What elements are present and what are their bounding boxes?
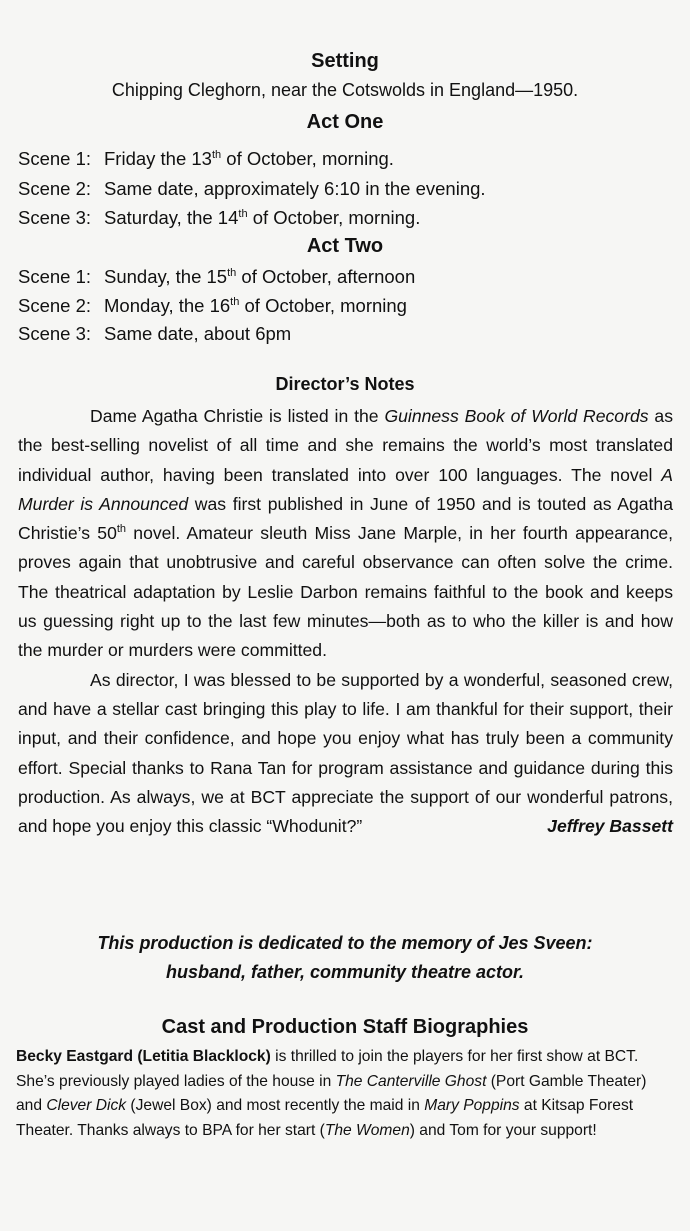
act-two-heading: Act Two: [306, 235, 384, 257]
scene-text-rest: of October, afternoon: [236, 266, 416, 287]
scene-text: Same date, approximately 6:10 in the evening.: [104, 178, 486, 199]
scene-label: Scene 1:: [18, 266, 92, 287]
notes-title-novel: A Murder is Announced: [18, 464, 673, 514]
setting-text: Chipping Cleghorn, near the Cotswolds in England—1950.: [111, 80, 579, 100]
bio-text: (Jewel Box) and most recently the maid in: [126, 1097, 425, 1115]
scene-label: Scene 3:: [18, 323, 92, 344]
scene-text-rest: of October, morning.: [221, 148, 394, 169]
scene-label: Scene 2:: [18, 178, 92, 199]
bio-text: ) and Tom for your support!: [409, 1121, 597, 1139]
scene-text-rest: of October, morning.: [247, 207, 421, 228]
scene-label: Scene 3:: [18, 207, 92, 228]
dedication: [0, 929, 690, 987]
act-two-scene-1: [18, 266, 415, 288]
cast-bio: [16, 1045, 676, 1143]
scene-ordinal: th: [211, 149, 222, 161]
scene-text: Monday, the 16: [104, 295, 231, 316]
scene-ordinal: th: [227, 267, 237, 279]
dedication-line-1: This production is dedicated to the memory of Jes Sveen:: [97, 933, 593, 953]
notes-text: was first published in June of 1950 and is touted as Agatha Christie’s 50: [18, 493, 673, 544]
scene-label: Scene 2:: [18, 295, 92, 316]
setting-heading: Setting: [311, 50, 379, 72]
director-signature: Jeffrey Bassett: [547, 816, 673, 837]
act-one-heading: Act One: [306, 111, 384, 133]
dedication-line-2: husband, father, community theatre actor.: [165, 962, 525, 982]
bio-name: Becky Eastgard (Letitia Blacklock): [16, 1048, 271, 1065]
notes-paragraph-2: [18, 666, 673, 842]
bio-text: (Port Gamble Theater) and: [16, 1072, 647, 1115]
scene-ordinal: th: [230, 296, 240, 308]
scene-label: Scene 1:: [18, 148, 92, 169]
directors-notes-heading: Director’s Notes: [275, 374, 415, 394]
directors-notes-body: [18, 402, 673, 841]
bio-text: is thrilled to join the players for her first show at BCT. She’s previously played ladies of the house in: [16, 1048, 639, 1090]
scene-text: Saturday, the 14: [104, 207, 239, 228]
notes-text: novel. Amateur sleuth Miss Jane Marple, in her fourth appearance, proves again that unobtrusive and careful observance can often solve the crime. The theatrical adaptation by Leslie Darbon remains faithful to the book and keeps us guessing right up to the last few minutes—both as to who the killer is and how the murder or murders were committed.: [18, 523, 673, 661]
scene-ordinal: th: [238, 208, 248, 220]
act-one-scene-3: [18, 207, 420, 229]
bio-show-title: Mary Poppins: [424, 1097, 520, 1115]
notes-text: Dame Agatha Christie is listed in the: [90, 406, 385, 426]
notes-ordinal: th: [116, 523, 127, 536]
scene-text: Friday the 13: [104, 148, 212, 169]
bio-show-title: Clever Dick: [46, 1097, 127, 1115]
cast-bios-heading: Cast and Production Staff Biographies: [161, 1016, 529, 1038]
act-two-scene-3: [18, 323, 291, 345]
notes-text: As director, I was blessed to be supported by a wonderful, seasoned crew, and have a stellar cast bringing this play to life. I am thankful for their support, their input, and their confidence, and hope you enjoy what has truly been a community effort. Special thanks to Rana Tan for program assistance and guidance during this production. As always, we at BCT appreciate the support of our wonderful patrons, and hope you enjoy this classic “Whodunit?”: [18, 669, 673, 837]
notes-text: as the best-selling novelist of all time and she remains the world’s most translated individual author, having been translated into over 100 languages. The novel: [18, 406, 673, 485]
bio-text: at Kitsap Forest Theater. Thanks always to BPA for her start (: [16, 1097, 634, 1139]
act-one-scene-1: [18, 148, 394, 170]
notes-paragraph-1: [18, 402, 673, 666]
scene-text-rest: of October, morning: [239, 295, 407, 316]
scene-text: Sunday, the 15: [104, 266, 228, 287]
notes-title-guinness: Guinness Book of World Records: [384, 406, 649, 426]
act-one-scene-2: [18, 178, 486, 200]
scene-text: Same date, about 6pm: [104, 323, 292, 344]
act-two-scene-2: [18, 295, 407, 317]
bio-show-title: The Women: [324, 1121, 410, 1139]
bio-show-title: The Canterville Ghost: [335, 1072, 487, 1090]
